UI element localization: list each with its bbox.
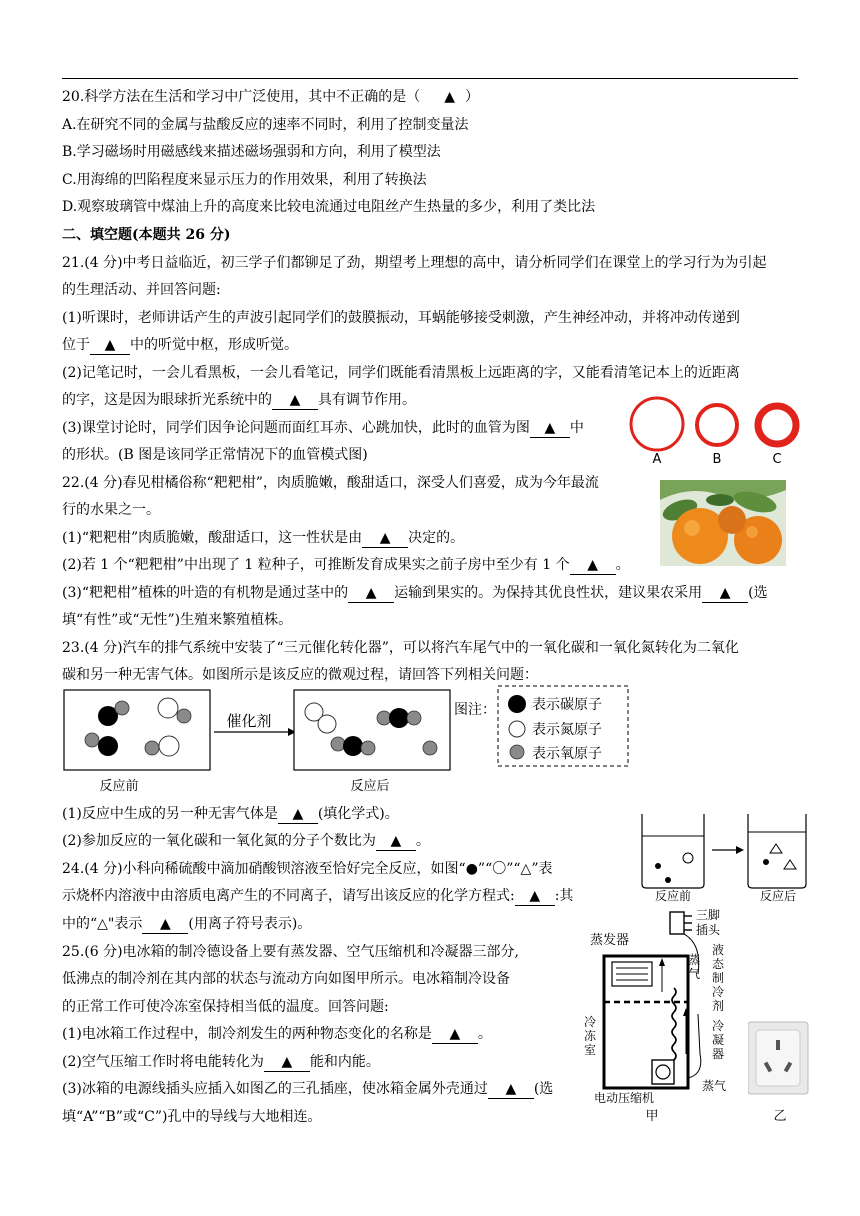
q25-part3-a: (3)冰箱的电源线插头应插入如图乙的三孔插座，使冰箱金属外壳通过 ▲ (选 bbox=[62, 1081, 554, 1097]
label-b: B bbox=[712, 452, 722, 467]
q22-part3-b: 填“有性”或“无性”)生殖来繁殖植株。 bbox=[62, 612, 293, 628]
reaction-figure bbox=[62, 684, 632, 796]
q24-stem-3: 中的“△"表示 ▲ (用离子符号表示)。 bbox=[62, 916, 312, 932]
q21-part3-b: 的形状。(B 图是该同学正常情况下的血管模式图) bbox=[62, 447, 368, 463]
q24-stem-2: 示烧杯内溶液中由溶质电离产生的不同离子，请写出该反应的化学方程式: ▲ :其 bbox=[62, 888, 574, 904]
beaker-figure bbox=[636, 808, 808, 904]
q23-part1: (1)反应中生成的另一种无害气体是 ▲ (填化学式)。 bbox=[62, 806, 399, 822]
q21-part2-a: (2)记笔记时，一会儿看黑板，一会儿看笔记，同学们既能看清黑板上远距离的字，又能看清笔记本上的近距离 bbox=[62, 365, 740, 381]
q24-stem-1: 24.(4 分)小科向稀硫酸中滴加硝酸钡溶液至恰好完全反应，如图“●”“〇”“△”表 bbox=[62, 861, 553, 877]
steam-label-1: 蒸气 bbox=[688, 953, 701, 981]
compressor-label: 电动压缩机 bbox=[594, 1091, 655, 1105]
q21-part3-a: (3)课堂讨论时，同学们因争论问题而面红耳赤、心跳加快，此时的血管为图 ▲ 中 bbox=[62, 420, 584, 436]
q20-option-c: C.用海绵的凹陷程度来显示压力的作用效果，利用了转换法 bbox=[62, 172, 427, 188]
legend-nitrogen: 表示氮原子 bbox=[532, 722, 602, 738]
q22-part3-a: (3)“粑粑柑”植株的叶造的有机物是通过茎中的 ▲ 运输到果实的。为保持其优良性状，建议果农采用 ▲ (选 bbox=[62, 585, 768, 601]
q25-stem-1: 25.(6 分)电冰箱的制冷德设备上要有蒸发器、空气压缩机和冷凝器三部分, bbox=[62, 944, 519, 960]
evaporator-label: 蒸发器 bbox=[590, 933, 630, 948]
q22-part1: (1)“粑粑柑”肉质脆嫩，酸甜适口，这一性状是由 ▲ 决定的。 bbox=[62, 530, 465, 546]
after-box bbox=[294, 690, 450, 770]
answer-blank[interactable]: ▲ bbox=[515, 887, 555, 906]
answer-blank[interactable]: ▲ bbox=[272, 391, 318, 410]
answer-blank[interactable]: ▲ bbox=[432, 1025, 478, 1044]
q23-stem-1: 23.(4 分)汽车的排气系统中安装了“三元催化转化器”，可以将汽车尾气中的一氧化碳和一氧化氮转化为二氧化 bbox=[62, 640, 739, 656]
fridge-figure-jia bbox=[574, 904, 744, 1128]
steam-label-2: 蒸气 bbox=[702, 1079, 727, 1093]
q23-part2: (2)参加反应的一氧化碳和一氧化氮的分子个数比为 ▲ 。 bbox=[62, 833, 430, 849]
answer-blank[interactable]: ▲ bbox=[488, 1080, 534, 1099]
q22-stem-2: 行的水果之一。 bbox=[62, 502, 160, 518]
blood-vessel-figure bbox=[622, 396, 808, 468]
answer-blank[interactable]: ▲ bbox=[90, 336, 130, 355]
q20-option-d: D.观察玻璃管中煤油上升的高度来比较电流通过电阻丝产生热量的多少，利用了类比法 bbox=[62, 199, 596, 215]
q20-option-b: B.学习磁场时用磁感线来描述磁场强弱和方向，利用了模型法 bbox=[62, 144, 441, 160]
answer-blank[interactable]: ▲ bbox=[570, 556, 616, 575]
q25-part2: (2)空气压缩工作时将电能转化为 ▲ 能和内能。 bbox=[62, 1054, 380, 1070]
plug-label-1: 三脚 bbox=[696, 908, 721, 922]
answer-blank[interactable]: ▲ bbox=[278, 805, 318, 824]
q20-option-a: A.在研究不同的金属与盐酸反应的速率不同时，利用了控制变量法 bbox=[62, 117, 469, 133]
q25-part3-b: 填“A”“B”或“C”)孔中的导线与大地相连。 bbox=[62, 1109, 322, 1125]
q25-part1: (1)电冰箱工作过程中，制冷剂发生的两种物态变化的名称是 ▲ 。 bbox=[62, 1026, 492, 1042]
answer-blank[interactable]: ▲ bbox=[142, 915, 188, 934]
q22-part2: (2)若 1 个“粑粑柑”中出现了 1 粒种子，可推断发育成果实之前子房中至少有 1 个 ▲ 。 bbox=[62, 557, 630, 573]
q25-stem-3: 的正常工作可使冷冻室保持相当低的温度。回答问题: bbox=[62, 999, 389, 1015]
q21-part1-a: (1)听课时，老师讲话产生的声波引起同学们的鼓膜振动，耳蜗能够接受刺激，产生神经冲动，并将冲动传递到 bbox=[62, 310, 740, 326]
socket-figure-yi bbox=[748, 1016, 812, 1124]
plug-label-2: 插头 bbox=[696, 923, 721, 937]
q23-stem-2: 碳和另一种无害气体。如图所示是该反应的微观过程，请回答下列相关问题： bbox=[62, 667, 538, 683]
before-label: 反应前 bbox=[99, 779, 139, 794]
answer-blank[interactable]: ▲ bbox=[348, 584, 394, 603]
q21-part1-b: 位于 ▲ 中的听觉中枢，形成听觉。 bbox=[62, 337, 298, 353]
label-c: C bbox=[772, 452, 782, 467]
vessel-c bbox=[758, 406, 796, 444]
q21-stem-2: 的生理活动、并回答问题: bbox=[62, 282, 221, 298]
legend-title: 图注： bbox=[454, 702, 496, 718]
answer-blank[interactable]: ▲ bbox=[530, 419, 570, 438]
beaker-before-label: 反应前 bbox=[654, 889, 692, 903]
q25-stem-2: 低沸点的制冷剂在其内部的状态与流动方向如图甲所示。电冰箱制冷设备 bbox=[62, 971, 510, 987]
legend-carbon: 表示碳原子 bbox=[532, 697, 602, 713]
answer-blank[interactable]: ▲ bbox=[702, 584, 748, 603]
liquid-refrigerant-label: 液态制冷剂 bbox=[712, 943, 725, 1013]
vessel-b bbox=[697, 405, 737, 445]
q21-stem-1: 21.(4 分)中考日益临近，初三学子们都铆足了劲，期望考上理想的高中，请分析同学们在课堂上的学习行为为引起 bbox=[62, 255, 767, 271]
q21-part2-b: 的字，这是因为眼球折光系统中的 ▲ 具有调节作用。 bbox=[62, 392, 416, 408]
header-rule bbox=[62, 78, 798, 79]
section-title: 二、填空题(本题共 26 分) bbox=[62, 227, 231, 243]
label-a: A bbox=[652, 452, 662, 467]
q20-stem: 20.科学方法在生活和学习中广泛使用，其中不正确的是（ ▲ ） bbox=[62, 89, 480, 105]
catalyst-label: 催化剂 bbox=[226, 712, 272, 730]
before-box bbox=[64, 690, 210, 770]
citrus-photo bbox=[660, 480, 786, 566]
after-label: 反应后 bbox=[350, 779, 390, 794]
answer-blank[interactable]: ▲ bbox=[376, 832, 416, 851]
answer-blank[interactable]: ▲ bbox=[264, 1053, 310, 1072]
vessel-a bbox=[631, 398, 683, 450]
freezer-label: 冷冻室 bbox=[584, 1015, 597, 1057]
legend-oxygen: 表示氧原子 bbox=[532, 746, 602, 762]
fig-jia-label: 甲 bbox=[645, 1109, 659, 1124]
condenser-label: 冷凝器 bbox=[712, 1019, 725, 1061]
beaker-after-label: 反应后 bbox=[759, 889, 797, 903]
q22-stem-1: 22.(4 分)春见柑橘俗称“粑粑柑”，肉质脆嫩，酸甜适口，深受人们喜爱，成为今年最流 bbox=[62, 475, 599, 491]
answer-blank[interactable]: ▲ bbox=[362, 529, 408, 548]
fig-yi-label: 乙 bbox=[773, 1109, 787, 1124]
